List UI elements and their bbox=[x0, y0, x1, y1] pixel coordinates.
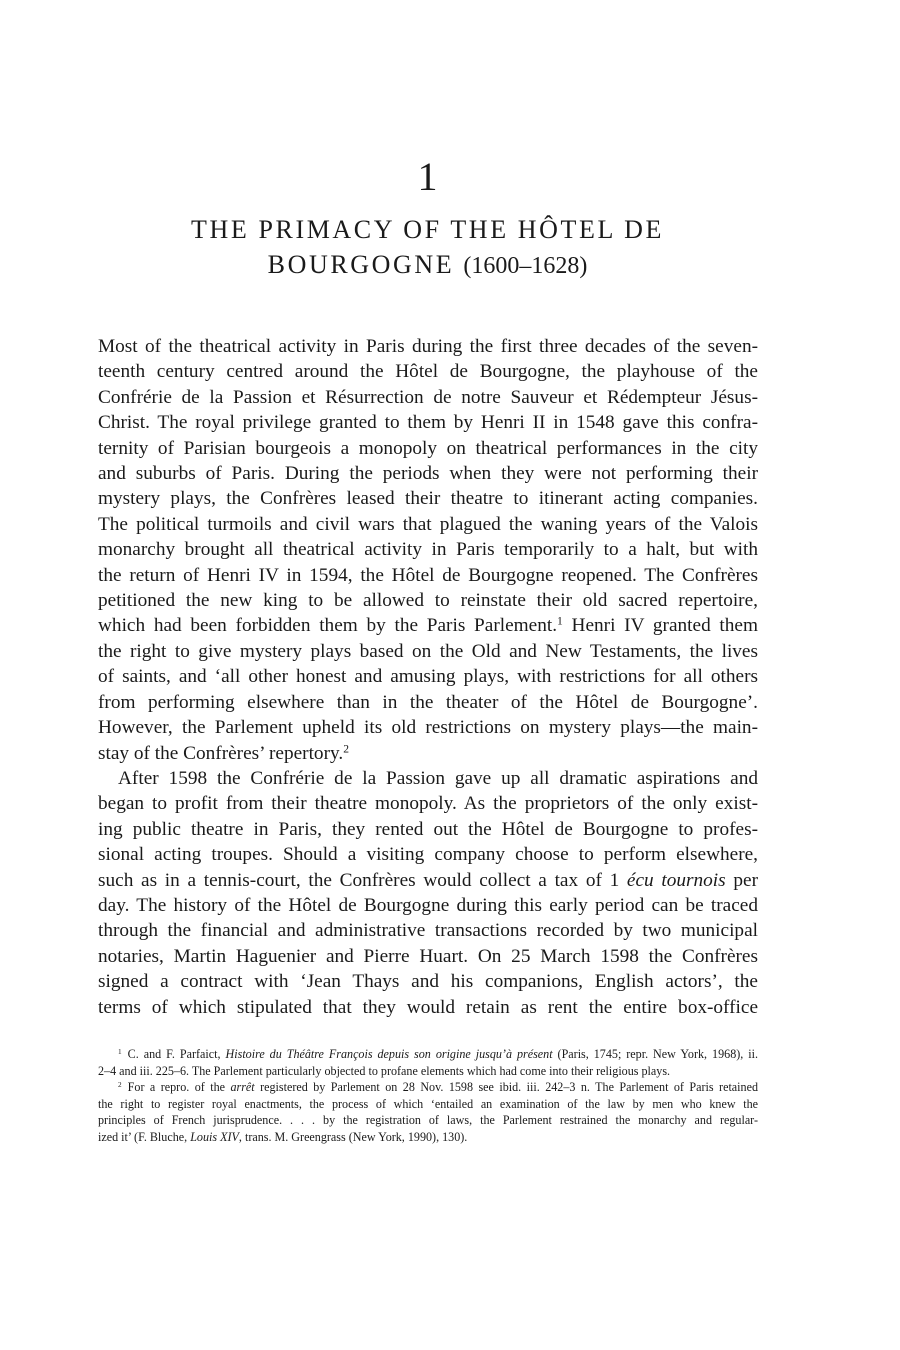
footnote-line bbox=[98, 1129, 758, 1146]
body-line: and suburbs of Paris. During the periods when they were not performing their bbox=[98, 463, 758, 485]
body-line-text: which had been forbidden them by the Paris Parlement. bbox=[98, 615, 558, 637]
footnote-line bbox=[98, 1079, 758, 1096]
footnote-marker-1: 1 bbox=[118, 1048, 122, 1057]
body-line: the right to give mystery plays based on the Old and New Testaments, the lives bbox=[98, 640, 758, 662]
body-line: ternity of Parisian bourgeois a monopoly on theatrical performances in the city bbox=[98, 437, 758, 459]
chapter-number: 1 bbox=[417, 154, 438, 199]
body-line: terms of which stipulated that they would retain as rent the entire box-office bbox=[98, 996, 758, 1018]
footnote-text: For a repro. of the bbox=[127, 1080, 231, 1095]
body-line: petitioned the new king to be allowed to reinstate their old sacred repertoire, bbox=[98, 590, 758, 612]
body-line: Confrérie de la Passion et Résurrection de notre Sauveur et Rédempteur Jésus- bbox=[98, 386, 758, 408]
paragraph-1 bbox=[98, 334, 758, 766]
footnote-ref-1[interactable]: 1 bbox=[557, 615, 563, 629]
chapter-title-line-1: THE PRIMACY OF THE HÔTEL DE bbox=[191, 215, 664, 244]
body-line-text: stay of the Confrères’ repertory. bbox=[98, 742, 344, 764]
footnote-title: Louis XIV bbox=[190, 1129, 239, 1144]
chapter-title bbox=[0, 212, 855, 284]
italic-term: écu tournois bbox=[626, 869, 726, 891]
body-text bbox=[98, 334, 758, 1020]
body-line: from performing elsewhere than in the theater of the Hôtel de Bourgogne’. bbox=[98, 691, 758, 713]
footnote-ref-2[interactable]: 2 bbox=[343, 742, 349, 756]
footnote-title: Histoire du Théâtre François depuis son origine jusqu’à présent bbox=[225, 1047, 553, 1061]
body-line: monarchy brought all theatrical activity in Paris temporarily to a halt, but with bbox=[98, 539, 758, 561]
footnote-1 bbox=[98, 1046, 758, 1079]
body-line: After 1598 the Confrérie de la Passion gave up all dramatic aspirations and bbox=[118, 767, 758, 789]
body-line: through the financial and administrative transactions recorded by two municipal bbox=[98, 920, 758, 942]
body-line: the return of Henri IV in 1594, the Hôtel de Bourgogne reopened. The Confrères bbox=[98, 564, 758, 586]
footnote-line: the right to register royal enactments, the process of which ‘entailed an examination of the law by men who knew the bbox=[98, 1096, 758, 1111]
body-line: Christ. The royal privilege granted to them by Henri II in 1548 gave this confra- bbox=[98, 412, 758, 434]
footnote-text: , trans. M. Greengrass (New York, 1990), 130). bbox=[238, 1129, 468, 1144]
footnote-text: (Paris, 1745; repr. New York, 1968), ii. bbox=[552, 1047, 758, 1061]
footnote-italic: arrêt bbox=[230, 1080, 255, 1095]
footnote-line bbox=[98, 1046, 758, 1063]
chapter-title-line-2 bbox=[0, 247, 855, 284]
body-line-text: Henri IV granted them bbox=[562, 615, 758, 637]
body-line: of saints, and ‘all other honest and amusing plays, with restrictions for all others bbox=[98, 666, 758, 688]
footnote-line: 2–4 and iii. 225–6. The Parlement particularly objected to profane elements which had come into their religious plays. bbox=[98, 1063, 671, 1078]
body-line: notaries, Martin Haguenier and Pierre Huart. On 25 March 1598 the Confrères bbox=[98, 945, 758, 967]
body-line: signed a contract with ‘Jean Thays and his companions, English actors’, the bbox=[98, 971, 758, 993]
chapter-dates: (1600–1628) bbox=[463, 253, 588, 279]
body-line: teenth century centred around the Hôtel de Bourgogne, the playhouse of the bbox=[98, 361, 758, 383]
body-line: However, the Parlement upheld its old restrictions on mystery plays—the main- bbox=[98, 717, 758, 739]
footnote-text: registered by Parlement on 28 Nov. 1598 see ibid. iii. 242–3 n. The Parlement of Paris retained bbox=[254, 1080, 758, 1095]
body-line-text: such as in a tennis-court, the Confrères would collect a tax of 1 bbox=[98, 869, 627, 891]
paragraph-2 bbox=[98, 766, 758, 1020]
body-line-text: per bbox=[725, 869, 758, 891]
body-line bbox=[98, 741, 758, 766]
footnotes bbox=[98, 1046, 758, 1146]
body-line: Most of the theatrical activity in Paris during the first three decades of the seven- bbox=[98, 336, 758, 357]
footnote-marker-2: 2 bbox=[118, 1081, 122, 1090]
body-line bbox=[98, 868, 758, 893]
body-line: ing public theatre in Paris, they rented out the Hôtel de Bourgogne to profes- bbox=[98, 818, 758, 840]
body-line: The political turmoils and civil wars that plagued the waning years of the Valois bbox=[98, 513, 758, 535]
footnote-2 bbox=[98, 1079, 758, 1145]
footnote-line: principles of French jurisprudence. . . . by the registration of laws, the Parlement restrained the monarchy and regular- bbox=[98, 1113, 758, 1128]
body-line bbox=[98, 613, 758, 638]
footnote-text: ized it’ (F. Bluche, bbox=[98, 1129, 191, 1144]
body-line: day. The history of the Hôtel de Bourgogne during this early period can be traced bbox=[98, 894, 758, 916]
body-line: began to profit from their theatre monopoly. As the proprietors of the only exist- bbox=[98, 793, 758, 815]
chapter-title-line-2-text: BOURGOGNE bbox=[267, 250, 455, 279]
footnote-text: C. and F. Parfaict, bbox=[127, 1047, 226, 1061]
body-line: mystery plays, the Confrères leased their theatre to itinerant acting companies. bbox=[98, 488, 758, 510]
body-line: sional acting troupes. Should a visiting company choose to perform elsewhere, bbox=[98, 844, 758, 866]
